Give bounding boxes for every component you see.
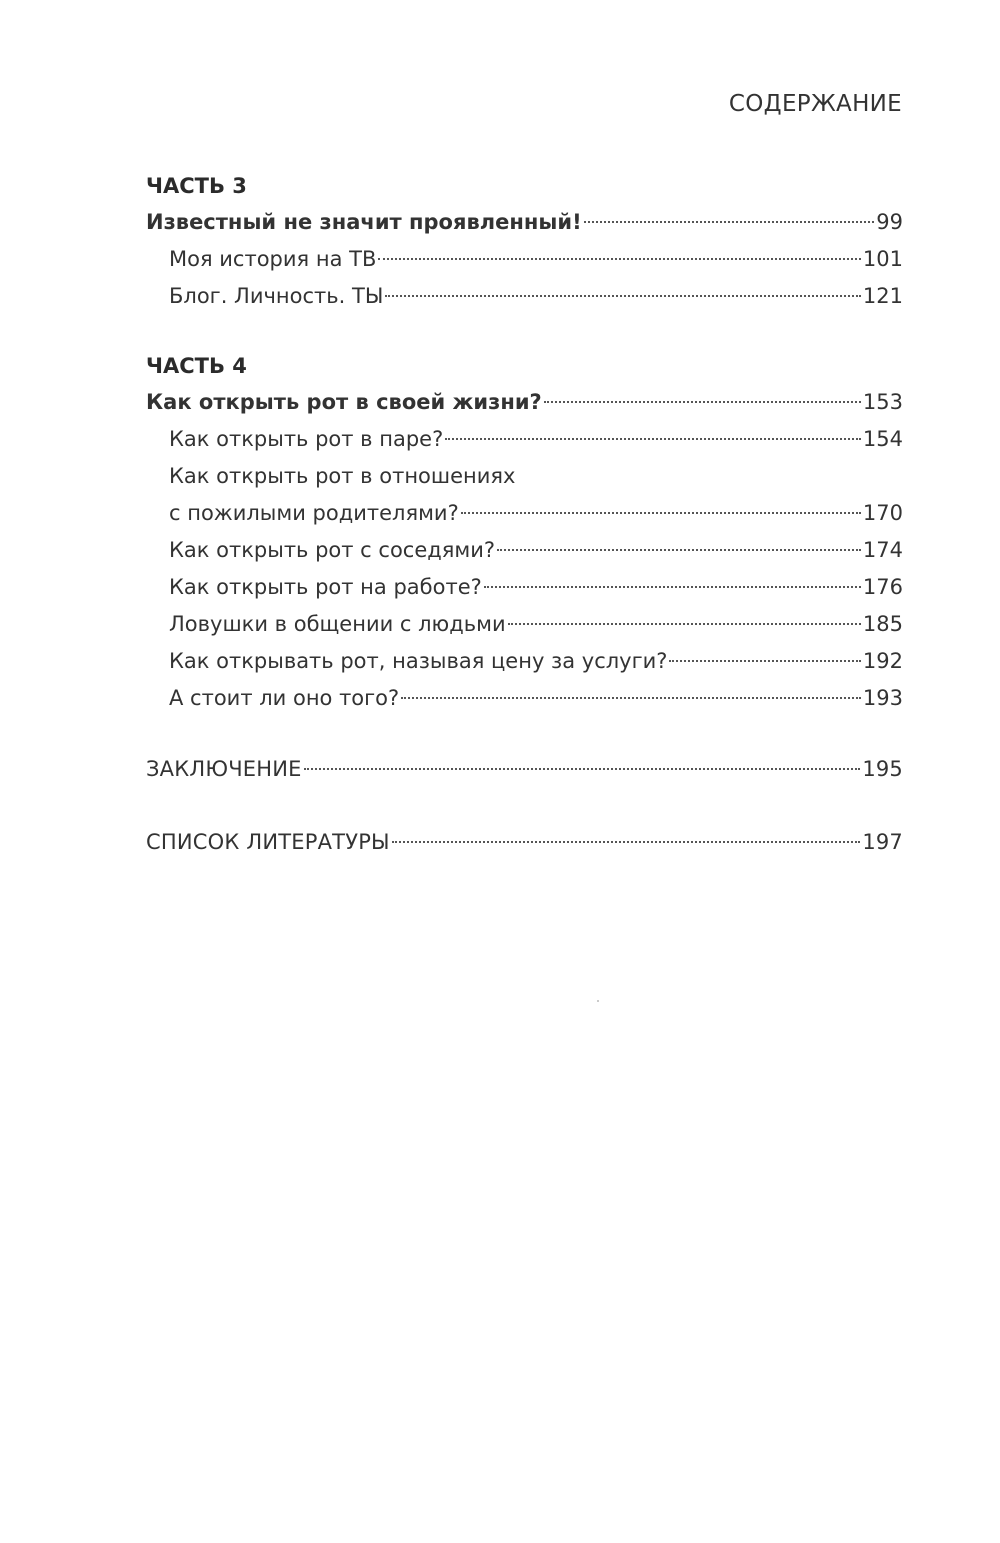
toc-entry-title: Как открыть рот в паре?: [169, 427, 444, 451]
toc-entry-part4-chapter[interactable]: [146, 384, 903, 421]
toc-entry-part4-item-2[interactable]: [146, 532, 903, 569]
toc-entry-page: 192: [862, 649, 903, 673]
dot-leader: [385, 295, 861, 297]
dot-leader: [484, 586, 861, 588]
spacer: [146, 717, 903, 751]
toc-entry-page: 101: [862, 247, 903, 271]
part-4-label: ЧАСТЬ 4: [146, 354, 247, 378]
dot-leader: [584, 221, 875, 223]
dot-leader: [508, 623, 861, 625]
toc-entry-page: 153: [862, 390, 903, 414]
print-speck: [597, 1000, 599, 1002]
toc-entry-page: 99: [876, 210, 903, 234]
dot-leader: [378, 258, 861, 260]
toc-entry-page: 174: [862, 538, 903, 562]
spacer: [146, 315, 903, 348]
dot-leader: [544, 401, 861, 403]
part-3-label: ЧАСТЬ 3: [146, 174, 247, 198]
toc-entry-part3-item-0[interactable]: [146, 241, 903, 278]
toc-entry-part4-item-0[interactable]: [146, 421, 903, 458]
toc-entry-page: 154: [862, 427, 903, 451]
toc-entry-title: Как открывать рот, называя цену за услуги?: [169, 649, 668, 673]
toc-entry-page: 121: [862, 284, 903, 308]
dot-leader: [461, 512, 861, 514]
toc-entry-part4-item-1[interactable]: [146, 495, 903, 532]
dot-leader: [304, 768, 861, 770]
dot-leader: [445, 438, 861, 440]
dot-leader: [497, 549, 861, 551]
dot-leader: [669, 660, 860, 662]
toc-entry-page: 176: [862, 575, 903, 599]
toc-entry-part4-item-4[interactable]: [146, 606, 903, 643]
toc-entry-title: Блог. Личность. ТЫ: [169, 284, 384, 308]
toc-entry-part3-chapter[interactable]: [146, 204, 903, 241]
toc-entry-bibliography[interactable]: [146, 824, 903, 861]
toc-entry-title: ЗАКЛЮЧЕНИЕ: [146, 757, 302, 781]
toc-entry-conclusion[interactable]: [146, 751, 903, 788]
toc-entry-part4-item-6[interactable]: [146, 680, 903, 717]
toc-entry-title: с пожилыми родителями?: [169, 501, 459, 525]
running-head: СОДЕРЖАНИЕ: [728, 91, 902, 117]
toc-entry-part4-item-3[interactable]: [146, 569, 903, 606]
toc-entry-title: Ловушки в общении с людьми: [169, 612, 506, 636]
table-of-contents: [146, 168, 903, 861]
dot-leader: [392, 841, 861, 843]
toc-entry-page: 193: [862, 686, 903, 710]
toc-entry-title: Как открыть рот в своей жизни?: [146, 390, 542, 414]
toc-entry-page: 170: [862, 501, 903, 525]
toc-entry-page: 197: [862, 830, 903, 854]
toc-entry-title: Как открыть рот с соседями?: [169, 538, 496, 562]
spacer: [146, 788, 903, 824]
toc-entry-title: А стоит ли оно того?: [169, 686, 400, 710]
toc-entry-title: Известный не значит проявленный!: [146, 210, 582, 234]
toc-entry-part4-item-1-line1[interactable]: Как открыть рот в отношениях: [169, 464, 516, 488]
toc-entry-page: 185: [862, 612, 903, 636]
toc-entry-title: Моя история на ТВ: [169, 247, 377, 271]
toc-entry-part4-item-5[interactable]: [146, 643, 903, 680]
toc-entry-part3-item-1[interactable]: [146, 278, 903, 315]
dot-leader: [401, 697, 861, 699]
toc-entry-page: 195: [862, 757, 903, 781]
toc-entry-title: Как открыть рот на работе?: [169, 575, 482, 599]
toc-entry-title: СПИСОК ЛИТЕРАТУРЫ: [146, 830, 390, 854]
